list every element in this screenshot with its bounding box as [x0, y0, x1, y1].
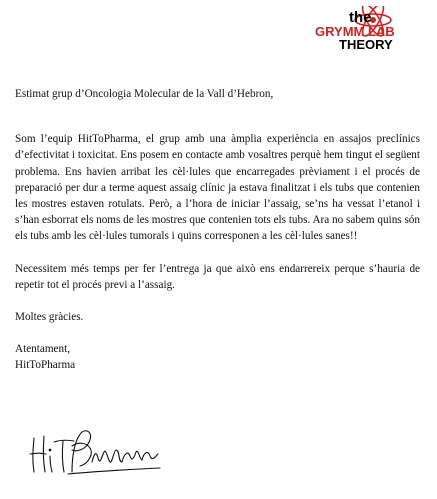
letter-paragraph-1: Som l’equip HitToPharma, el grup amb una àmplia experiència en assajos preclínics d’efectivitat i toxicitat. Ens posem en contacte amb vosaltres perquè hem tingut el següent problema. Ens havien arribat les cèl·lules que encarregades prèviament i el procés de preparació per dur a terme aquest assaig clínic ja estava finalitzat i els tubs que contenien les mostres estaven rotulats. Però, a l’hora de iniciar l’assaig, se’ns ha vessat l’etanol i s’han esborrat els noms de les mostres que contenien tots els tubs. Ara no sabem quins són els tubs amb les cèl·lules tumorals i quins corresponen a les cèl·lules sanes!! [15, 133, 420, 243]
letter-thanks: Moltes gràcies. [15, 311, 84, 324]
handwritten-signature [28, 420, 168, 480]
logo-line-the: the [349, 9, 372, 26]
letter-signer: HitToPharma [15, 359, 76, 372]
letter-closing: Atentament, [15, 343, 70, 356]
letter-salutation: Estimat grup d’Oncologia Molecular de la Vall d’Hebron, [15, 88, 274, 100]
atom-logo-icon [305, 6, 427, 52]
lab-logo [305, 6, 427, 52]
signature-icon [28, 420, 168, 480]
logo-line-grymm-lab: GRYMM LAB [315, 24, 395, 39]
letter-paragraph-2: Necessitem més temps per fer l’entrega ja que això ens endarrereix perque s’hauria de repetir tot el procés previ a l’assaig. [15, 262, 420, 291]
letter-body [15, 86, 420, 374]
logo-line-theory: THEORY [339, 37, 393, 52]
